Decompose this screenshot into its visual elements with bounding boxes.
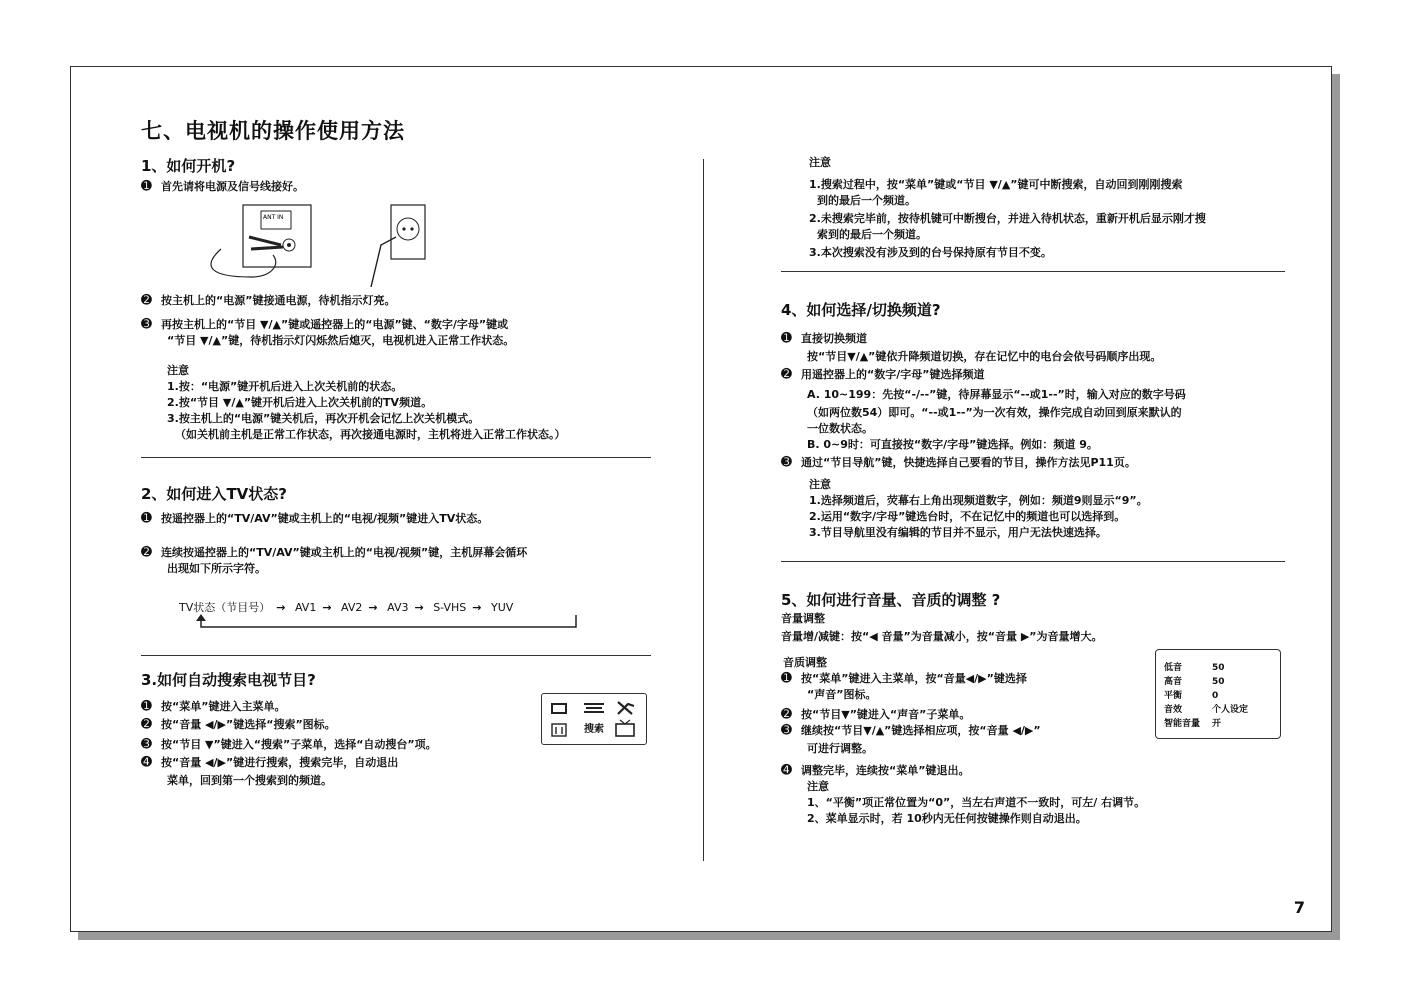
sound-row-balance: 平衡 0 <box>1164 691 1219 701</box>
s5-volume-text: 音量增/减键：按“◀ 音量”为音量减小，按“音量 ▶”为音量增大。 <box>781 630 1103 643</box>
s3-step4-cont: 菜单，回到第一个搜索到的频道。 <box>167 774 332 787</box>
s3-step3: ➌ 按“节目 ▼”键进入“搜索”子菜单，选择“自动搜台”项。 <box>141 737 437 752</box>
divider <box>141 457 651 458</box>
power-socket-icon <box>391 205 425 259</box>
s1-step2: ➋ 按主机上的“电源”键接通电源，待机指示灯亮。 <box>141 293 396 308</box>
s5-tone-title: 音质调整 <box>783 656 827 669</box>
s5-note-2: 2、菜单显示时，若 10秒内无任何按键操作则自动退出。 <box>807 812 1087 825</box>
section-1-heading: 1、如何开机? <box>141 157 236 175</box>
r-note-1-cont: 到的最后一个频道。 <box>817 194 916 207</box>
flow-item: TV状态（节目号） <box>179 601 271 614</box>
flow-item: S-VHS <box>433 601 467 614</box>
column-divider <box>703 159 704 861</box>
section-4-heading: 4、如何选择/切换频道? <box>781 301 941 319</box>
s5-note-title: 注意 <box>807 780 829 793</box>
sound-row-smart-volume: 智能音量 开 <box>1164 719 1222 729</box>
s1-step3: ➌ 再按主机上的“节目 ▼/▲”键或遥控器上的“电源”键、“数字/字母”键或 <box>141 317 509 332</box>
s1-note-3: 3.按主机上的“电源”键关机后，再次开机会记忆上次关机模式。 <box>167 412 480 425</box>
s4-step1-title: ➊ 直接切换频道 <box>781 331 867 346</box>
section-2-heading: 2、如何进入TV状态? <box>141 485 287 503</box>
arrow-right-icon: → <box>414 601 424 614</box>
main-menu-icons-box <box>541 693 647 745</box>
s3-step2: ➋ 按“音量 ◀/▶”键选择“搜索”图标。 <box>141 717 336 732</box>
r-note-1: 1.搜索过程中，按“菜单”键或“节目 ▼/▲”键可中断搜索，自动回到刚刚搜索 <box>809 178 1183 191</box>
s2-step2-cont: 出现如下所示字符。 <box>167 562 266 575</box>
sound-submenu-box <box>1155 649 1281 739</box>
s4-step3: ➌ 通过“节目导航”键，快捷选择自己要看的节目，操作方法见P11页。 <box>781 455 1136 470</box>
s3-step1: ➊ 按“菜单”键进入主菜单。 <box>141 699 286 714</box>
section-3-heading: 3.如何自动搜索电视节目? <box>141 671 316 689</box>
s5-step3-cont: 可进行调整。 <box>807 742 873 755</box>
s5-note-1: 1、“平衡”项正常位置为“0”，当左右声道不一致时，可左/ 右调节。 <box>807 796 1146 809</box>
s3-step4: ➍ 按“音量 ◀/▶”键进行搜索，搜索完毕，自动退出 <box>141 755 399 770</box>
loop-back-arrow-icon <box>191 613 581 633</box>
s5-step1: ➊ 按“菜单”键进入主菜单，按“音量◀/▶”键选择 <box>781 671 1027 686</box>
menu-search-label: 搜索 <box>584 724 604 735</box>
s1-step1: ➊ 首先请将电源及信号线接好。 <box>141 179 304 194</box>
s1-note-1: 1.按：“电源”键开机后进入上次关机前的状态。 <box>167 380 403 393</box>
ant-in-label: ANT IN <box>263 214 284 221</box>
s2-step1: ➊ 按遥控器上的“TV/AV”键或主机上的“电视/视频”键进入TV状态。 <box>141 511 489 526</box>
s4-step2-a1: A. 10~199：先按“-/--”键，待屏幕显示“--或1--”时，输入对应的数字号码 <box>807 388 1186 401</box>
power-connection-illustration <box>191 197 431 287</box>
sound-row-bass: 低音 50 <box>1164 663 1225 673</box>
sound-row-treble: 高音 50 <box>1164 677 1225 687</box>
flow-item: AV2 <box>341 601 363 614</box>
flow-item: AV1 <box>294 601 317 614</box>
s5-volume-title: 音量调整 <box>781 612 825 625</box>
s2-step2: ➋ 连续按遥控器上的“TV/AV”键或主机上的“电视/视频”键，主机屏幕会循环 <box>141 545 528 560</box>
s1-note-title: 注意 <box>167 364 189 377</box>
picture-icon <box>552 704 566 713</box>
page-number: 7 <box>1293 898 1305 917</box>
r-note-3: 3.本次搜索没有涉及到的台号保持原有节目不变。 <box>809 246 1052 259</box>
s4-note-1: 1.选择频道后，荧幕右上角出现频道数字，例如：频道9则显示“9”。 <box>809 494 1148 507</box>
s1-note-2: 2.按“节目 ▼/▲”键开机后进入上次关机前的TV频道。 <box>167 396 433 409</box>
channel-icon <box>552 724 566 736</box>
sound-icon <box>584 704 604 712</box>
s4-step2-a3: 一位数状态。 <box>807 422 873 435</box>
s4-note-2: 2.运用“数字/字母”键选台时，不在记忆中的频道也可以选择到。 <box>809 510 1126 523</box>
s5-step3: ➌ 继续按“节目▼/▲”键选择相应项，按“音量 ◀/▶” <box>781 723 1041 738</box>
s4-step2-b1: B. 0~9时：可直接按“数字/字母”键选择。例如：频道 9。 <box>807 438 1098 451</box>
s4-step2-title: ➋ 用遥控器上的“数字/字母”键选择频道 <box>781 367 985 382</box>
s5-step1-cont: “声音”图标。 <box>807 688 877 701</box>
r-note-2-cont: 索到的最后一个频道。 <box>817 228 927 241</box>
divider <box>141 655 651 656</box>
s5-step2: ➋ 按“节目▼”键进入“声音”子菜单。 <box>781 707 971 722</box>
arrow-right-icon: → <box>368 601 378 614</box>
section-5-heading: 5、如何进行音量、音质的调整 ? <box>781 591 1001 609</box>
s5-step4: ➍ 调整完毕，连续按“菜单”键退出。 <box>781 763 970 778</box>
s4-note-3: 3.节目导航里没有编辑的节目并不显示，用户无法快速选择。 <box>809 526 1107 539</box>
tv-icon <box>616 724 634 736</box>
r-note-2: 2.未搜索完毕前，按待机键可中断搜台，并进入待机状态，重新开机后显示刚才搜 <box>809 212 1206 225</box>
manual-page <box>70 66 1332 932</box>
s4-note-title: 注意 <box>809 478 831 491</box>
s1-note-4: （如关机前主机是正常工作状态，再次接通电源时，主机将进入正常工作状态。） <box>175 428 566 441</box>
flow-item: AV3 <box>387 601 409 614</box>
page-title: 七、电视机的操作使用方法 <box>141 119 405 143</box>
s4-step1: 按“节目▼/▲”键依升降频道切换，存在记忆中的电台会依号码顺序出现。 <box>807 350 1162 363</box>
divider <box>781 561 1285 562</box>
divider <box>781 271 1285 272</box>
arrow-right-icon: → <box>472 601 482 614</box>
s4-step2-a2: （如两位数54）即可。“--或1--”为一次有效，操作完成自动回到原来默认的 <box>807 406 1182 419</box>
arrow-right-icon: → <box>322 601 332 614</box>
sound-row-effect: 音效 个人设定 <box>1164 705 1249 715</box>
arrow-right-icon: → <box>276 601 286 614</box>
flow-item: YUV <box>491 601 514 614</box>
tools-icon <box>618 702 634 714</box>
r-note-title: 注意 <box>809 156 831 169</box>
s1-step3-cont: “节目 ▼/▲”键，待机指示灯闪烁然后熄灭，电视机进入正常工作状态。 <box>167 334 515 347</box>
plug-cord-icon <box>371 237 396 287</box>
